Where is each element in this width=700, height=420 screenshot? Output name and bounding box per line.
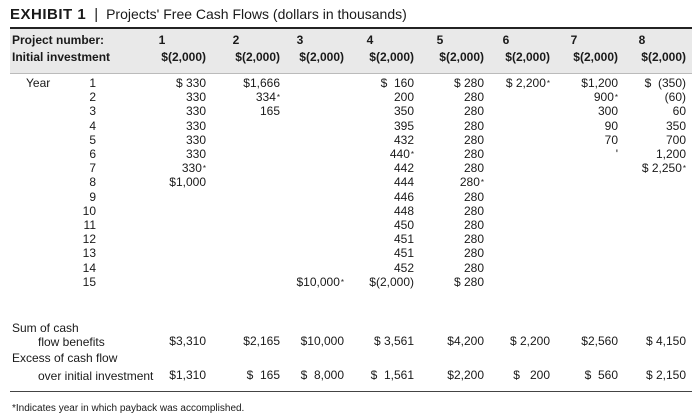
year-4: 4 <box>89 118 96 133</box>
year-6: 6 <box>89 147 96 161</box>
sum-cash-flow-6: $ 2,200 <box>509 334 550 348</box>
flow-p2-y1: $1,666 <box>243 76 280 90</box>
project-number-5: 5 <box>436 33 444 47</box>
flow-p5-y3: 280 <box>463 104 484 119</box>
flow-p5-y10: 280 <box>463 203 484 218</box>
year-14: 14 <box>82 260 96 275</box>
flow-p2-y3: 165 <box>259 104 280 119</box>
sum-cash-flow-1: $3,310 <box>169 334 206 348</box>
flow-p8-y7: $ 2,250* <box>641 161 686 176</box>
flow-p4-y12: 451 <box>393 232 414 247</box>
flow-p7-y2: 900* <box>593 90 618 105</box>
flow-p5-y12: 280 <box>463 232 484 247</box>
flow-p4-y6: 440* <box>389 147 414 161</box>
flow-p5-y6: 280 <box>463 147 484 161</box>
flow-p2-y2: 334* <box>255 90 280 105</box>
flow-p1-y4: 330 <box>185 118 206 133</box>
bottom-rule <box>10 391 692 392</box>
flow-p8-y4: 350 <box>665 118 686 133</box>
flow-p5-y5: 280 <box>463 132 484 147</box>
year-11: 11 <box>83 218 96 232</box>
flow-p6-y1: $ 2,200* <box>505 76 550 90</box>
flow-p7-y3: 300 <box>597 104 618 119</box>
flow-p4-y13: 451 <box>393 246 414 261</box>
flow-p4-y2: 200 <box>393 90 414 105</box>
sum-cash-flow-7: $2,560 <box>581 334 618 348</box>
flow-p5-y1: $ 280 <box>453 76 484 90</box>
flow-p8-y2: (60) <box>664 90 686 105</box>
flow-p1-y1: $ 330 <box>175 76 206 90</box>
flow-p1-y6: 330 <box>185 147 206 161</box>
flow-p5-y13: 280 <box>463 246 484 261</box>
initial-investment-6: $(2,000) <box>505 50 550 64</box>
year-2: 2 <box>89 90 96 105</box>
sum-cash-flow-3: $10,000 <box>300 334 344 348</box>
initial-investment-label: Initial investment <box>12 50 111 64</box>
flow-p4-y14: 452 <box>393 260 414 275</box>
flow-p5-y11: 280 <box>463 218 484 232</box>
flow-p4-y10: 448 <box>393 203 414 218</box>
flow-p1-y2: 330 <box>185 90 206 105</box>
flow-p5-y8: 280* <box>459 175 484 190</box>
year-8: 8 <box>89 175 96 190</box>
flow-p4-y4: 395 <box>393 118 414 133</box>
sum-cash-flow-8: $ 4,150 <box>645 334 686 348</box>
flow-p7-y4: 90 <box>604 118 618 133</box>
excess-label-line2: over initial investment <box>38 369 154 383</box>
flow-p4-y11: 450 <box>393 218 414 232</box>
project-number-4: 4 <box>366 33 374 47</box>
initial-investment-8: $(2,000) <box>641 50 686 64</box>
sum-label-line1: Sum of cash <box>12 321 79 335</box>
excess-over-investment-5: $2,200 <box>447 368 484 382</box>
flow-p8-y1: $ (350) <box>644 76 686 90</box>
year-13: 13 <box>82 246 96 261</box>
project-number-8: 8 <box>638 33 646 47</box>
initial-investment-3: $(2,000) <box>299 50 344 64</box>
year-5: 5 <box>89 132 96 147</box>
flow-p4-y15: $(2,000) <box>369 274 414 289</box>
exhibit-title <box>10 4 407 24</box>
flow-p7-y1: $1,200 <box>581 76 618 90</box>
flow-p1-y8: $1,000 <box>169 175 206 190</box>
flow-p7-y5: 70 <box>604 132 618 147</box>
exhibit-number: EXHIBIT 1 <box>10 6 87 23</box>
title-separator: | <box>94 6 99 23</box>
flow-p5-y15: $ 280 <box>453 274 484 289</box>
flow-p5-y4: 280 <box>463 118 484 133</box>
sum-cash-flow-4: $ 3,561 <box>373 334 414 348</box>
flow-p5-y14: 280 <box>463 260 484 275</box>
flow-p5-y7: 280 <box>463 161 484 176</box>
year-7: 7 <box>89 161 96 176</box>
flow-p5-y2: 280 <box>463 90 484 105</box>
year-10: 10 <box>82 203 96 218</box>
project-number-1: 1 <box>158 33 166 47</box>
project-number-6: 6 <box>502 33 510 47</box>
flow-p4-y5: 432 <box>393 132 414 147</box>
excess-over-investment-4: $ 1,561 <box>370 368 414 382</box>
excess-over-investment-6: $ 200 <box>513 368 550 382</box>
flow-p4-y3: 350 <box>393 104 414 119</box>
flow-p4-y7: 442 <box>393 161 414 176</box>
excess-over-investment-8: $ 2,150 <box>645 368 686 382</box>
project-number-label: Project number: <box>12 33 105 47</box>
flow-p5-y9: 280 <box>463 189 484 204</box>
sum-label-line2: flow benefits <box>38 335 105 349</box>
excess-over-investment-2: $ 165 <box>246 368 280 382</box>
flow-p8-y3: 60 <box>672 104 686 119</box>
year-label: Year <box>26 76 51 90</box>
excess-over-investment-1: $1,310 <box>169 368 206 382</box>
initial-investment-4: $(2,000) <box>369 50 414 64</box>
flow-p4-y1: $ 160 <box>380 76 414 90</box>
project-number-2: 2 <box>232 33 240 47</box>
flow-p3-y15: $10,000* <box>296 274 344 289</box>
sum-cash-flow-5: $4,200 <box>447 334 484 348</box>
initial-investment-1: $(2,000) <box>161 50 206 64</box>
flow-p8-y6: 1,200 <box>655 147 686 161</box>
exhibit-description: Projects' Free Cash Flows (dollars in thousands) <box>106 6 407 22</box>
sum-cash-flow-2: $2,165 <box>243 334 280 348</box>
flow-p8-y5: 700 <box>665 132 686 147</box>
project-number-7: 7 <box>570 33 578 47</box>
initial-investment-2: $(2,000) <box>235 50 280 64</box>
year-9: 9 <box>89 189 96 204</box>
flow-p4-y9: 446 <box>393 189 414 204</box>
footnote: *Indicates year in which payback was accomplished. <box>12 403 245 414</box>
flow-p1-y7: 330* <box>181 161 206 176</box>
flow-p7-y6: ' <box>615 147 618 161</box>
project-number-3: 3 <box>296 33 304 47</box>
excess-over-investment-7: $ 560 <box>584 368 618 382</box>
year-1: 1 <box>89 76 96 90</box>
initial-investment-5: $(2,000) <box>439 50 484 64</box>
flow-p1-y5: 330 <box>185 132 206 147</box>
year-15: 15 <box>82 274 96 289</box>
excess-label-line1: Excess of cash flow <box>12 351 118 365</box>
excess-over-investment-3: $ 8,000 <box>300 368 344 382</box>
flow-p1-y3: 330 <box>185 104 206 119</box>
initial-investment-7: $(2,000) <box>573 50 618 64</box>
flow-p4-y8: 444 <box>393 175 414 190</box>
year-3: 3 <box>89 104 96 119</box>
year-12: 12 <box>82 232 96 247</box>
